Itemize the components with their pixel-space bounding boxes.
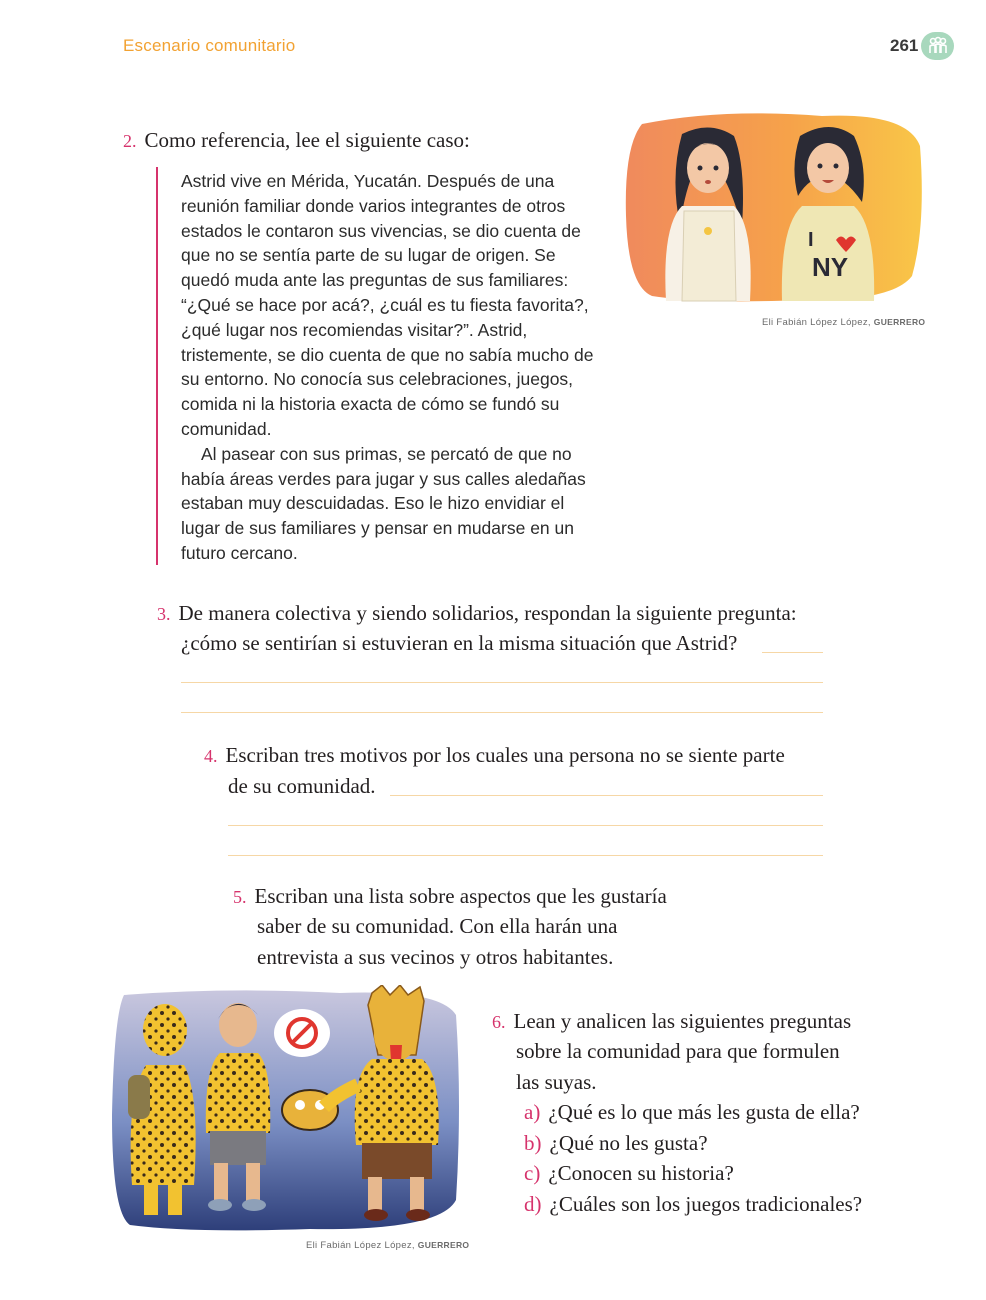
- sub-question-text: ¿Cuáles son los juegos tradicionales?: [549, 1192, 863, 1216]
- question-line: entrevista a sus vecinos y otros habitantes.: [257, 945, 614, 969]
- illustration-two-girls: [622, 106, 924, 306]
- answer-line[interactable]: [228, 855, 823, 856]
- question-number: 3.: [157, 604, 171, 624]
- illustration-jaguar-dancers: [110, 985, 462, 1233]
- credit-state: GUERRERO: [417, 1240, 470, 1250]
- question-number: 2.: [123, 131, 137, 151]
- answer-line[interactable]: [181, 682, 823, 683]
- sub-question-text: ¿Qué es lo que más les gusta de ella?: [548, 1100, 860, 1124]
- sub-question-a: [524, 1097, 860, 1128]
- question-number: 6.: [492, 1012, 506, 1032]
- answer-line[interactable]: [181, 712, 823, 713]
- question-number: 4.: [204, 746, 218, 766]
- question-4-continued: [228, 771, 376, 802]
- community-icon: [921, 32, 954, 60]
- question-line: saber de su comunidad. Con ella harán una: [257, 914, 618, 938]
- sub-question-d: [524, 1189, 862, 1220]
- page-number: 261: [890, 36, 919, 55]
- question-prompt: Como referencia, lee el siguiente caso:: [144, 128, 470, 152]
- question-5: [233, 881, 667, 913]
- question-4: [204, 740, 785, 772]
- case-story: [181, 169, 601, 566]
- story-paragraph-1: Astrid vive en Mérida, Yucatán. Después de una reunión familiar donde varios integrantes de otros estados le contaron sus vivencias, se dio cuenta de que no se sentía parte de su lugar de origen. Se quedó muda ante las preguntas de sus familiares: “¿Qué se hace por acá?, ¿cuál es tu fiesta favorita?, ¿qué lugar nos recomiendas visitar?”. Astrid, tristemente, se dio cuenta de que no sabía mucho de su entorno. No conocía sus celebraciones, juegos, comida ni la historia exacta de cómo se fundó su comunidad.: [181, 171, 594, 439]
- illustration-credit-bottom: [306, 1240, 469, 1251]
- credit-name: Eli Fabián López López,: [306, 1240, 415, 1251]
- question-number: 5.: [233, 887, 247, 907]
- question-3: [157, 598, 797, 630]
- question-line: De manera colectiva y siendo solidarios, respondan la siguiente pregunta:: [178, 601, 797, 625]
- answer-line[interactable]: [762, 652, 823, 653]
- question-line: ¿cómo se sentirían si estuvieran en la misma situación que Astrid?: [181, 631, 738, 655]
- shirt-text-i: I: [808, 229, 814, 251]
- story-paragraph-2: Al pasear con sus primas, se percató de que no había áreas verdes para jugar y sus calles aledañas estaban muy descuidadas. Eso le hizo envidiar el lugar de sus familiares y pensar en mudarse en un futuro cercano.: [181, 443, 586, 563]
- question-line: Escriban tres motivos por los cuales una persona no se siente parte: [225, 743, 785, 767]
- illustration-credit-top: [762, 317, 925, 328]
- sub-question-b: [524, 1128, 708, 1159]
- answer-line[interactable]: [390, 795, 823, 796]
- sub-question-c: [524, 1158, 734, 1189]
- sub-question-letter: a): [524, 1100, 541, 1124]
- sub-question-letter: b): [524, 1131, 542, 1155]
- question-line: Lean y analicen las siguientes preguntas: [513, 1009, 852, 1033]
- section-title: Escenario comunitario: [123, 36, 296, 55]
- sub-question-text: ¿Qué no les gusta?: [549, 1131, 708, 1155]
- question-line: sobre la comunidad para que formulen: [516, 1039, 840, 1063]
- shirt-text-ny: NY: [812, 252, 849, 282]
- answer-line[interactable]: [228, 825, 823, 826]
- question-5-line-3: [257, 942, 613, 973]
- question-5-line-2: [257, 911, 617, 942]
- question-6: [492, 1006, 851, 1038]
- question-line: Escriban una lista sobre aspectos que les gustaría: [254, 884, 667, 908]
- credit-name: Eli Fabián López López,: [762, 317, 871, 328]
- sub-question-letter: d): [524, 1192, 542, 1216]
- question-line: las suyas.: [516, 1070, 597, 1094]
- question-2: [123, 125, 470, 157]
- question-line: de su comunidad.: [228, 774, 376, 798]
- sub-question-text: ¿Conocen su historia?: [548, 1161, 734, 1185]
- question-6-line-2: [516, 1036, 840, 1067]
- sub-question-letter: c): [524, 1161, 541, 1185]
- question-3-continued: [181, 628, 737, 659]
- question-6-line-3: [516, 1067, 597, 1098]
- story-accent-bar: [156, 167, 158, 565]
- credit-state: GUERRERO: [873, 317, 926, 327]
